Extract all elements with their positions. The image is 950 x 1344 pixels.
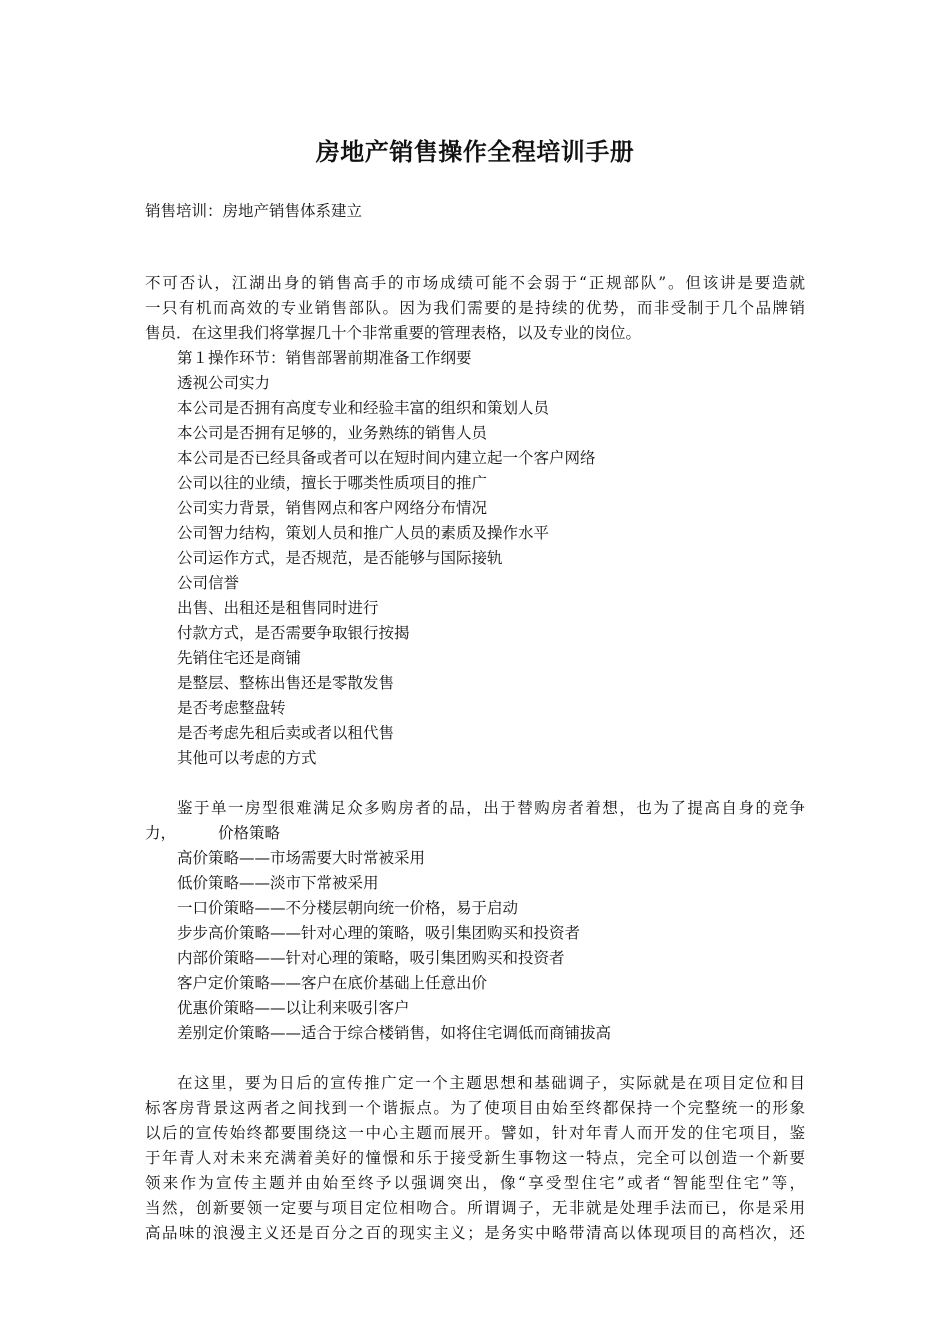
section1-item: 公司运作方式，是否规范，是否能够与国际接轨 bbox=[177, 549, 503, 567]
pricing-item: 差别定价策略——适合于综合楼销售，如将住宅调低而商铺拔高 bbox=[177, 1024, 612, 1042]
pricing-item: 低价策略——淡市下常被采用 bbox=[177, 874, 379, 892]
pricing-intro-start: 力， bbox=[145, 824, 177, 842]
section1-item: 是否考虑整盘转 bbox=[177, 699, 286, 717]
section1-item: 先销住宅还是商铺 bbox=[177, 649, 302, 667]
subtitle: 销售培训：房地产销售体系建立 bbox=[145, 202, 363, 220]
theme-line: 以后的宣传始终都要围绕这一中心主题而展开。譬如，针对年青人而开发的住宅项目，鉴 bbox=[145, 1124, 805, 1142]
theme-line: 在这里，要为日后的宣传推广定一个主题思想和基础调子，实际就是在项目定位和目 bbox=[177, 1074, 805, 1092]
section1-item: 第１操作环节：销售部署前期准备工作纲要 bbox=[177, 349, 472, 367]
section1-item: 公司智力结构，策划人员和推广人员的素质及操作水平 bbox=[177, 524, 550, 542]
pricing-item: 一口价策略——不分楼层朝向统一价格，易于启动 bbox=[177, 899, 519, 917]
section1-item: 本公司是否拥有足够的，业务熟练的销售人员 bbox=[177, 424, 488, 442]
section1-item: 透视公司实力 bbox=[177, 374, 271, 392]
pricing-intro-line: 鉴于单一房型很难满足众多购房者的品，出于替购房者着想，也为了提高自身的竞争 bbox=[177, 799, 805, 817]
pricing-item: 优惠价策略——以让利来吸引客户 bbox=[177, 999, 410, 1017]
intro-line: 一只有机而高效的专业销售部队。因为我们需要的是持续的优势，而非受制于几个品牌销 bbox=[145, 299, 805, 317]
theme-line: 标客房背景这两者之间找到一个谐振点。为了使项目由始至终都保持一个完整统一的形象 bbox=[145, 1099, 805, 1117]
section1-item: 公司以往的业绩，擅长于哪类性质项目的推广 bbox=[177, 474, 488, 492]
section1-item: 其他可以考虑的方式 bbox=[177, 749, 317, 767]
spacer bbox=[145, 249, 805, 271]
spacer bbox=[145, 224, 805, 249]
pricing-heading: 价格策略 bbox=[218, 824, 281, 842]
spacer bbox=[145, 1046, 805, 1071]
theme-line: 于年青人对未来充满着美好的憧憬和乐于接受新生事物这一特点，完全可以创造一个新要 bbox=[145, 1149, 805, 1167]
section1-item: 本公司是否拥有高度专业和经验丰富的组织和策划人员 bbox=[177, 399, 550, 417]
intro-line: 不可否认，江湖出身的销售高手的市场成绩可能不会弱于“正规部队”。但该讲是要造就 bbox=[145, 274, 805, 292]
theme-line: 领来作为宣传主题并由始至终予以强调突出，像“享受型住宅”或者“智能型住宅”等， bbox=[145, 1174, 805, 1192]
document-body bbox=[145, 199, 805, 1246]
section1-item: 付款方式，是否需要争取银行按揭 bbox=[177, 624, 410, 642]
pricing-item: 客户定价策略——客户在底价基础上任意出价 bbox=[177, 974, 488, 992]
section1-item: 公司实力背景，销售网点和客户网络分布情况 bbox=[177, 499, 488, 517]
pricing-item: 步步高价策略——针对心理的策略，吸引集团购买和投资者 bbox=[177, 924, 581, 942]
pricing-intro-line-2 bbox=[145, 821, 805, 846]
document-title: 房地产销售操作全程培训手册 bbox=[315, 137, 635, 166]
section1-item: 公司信誉 bbox=[177, 574, 240, 592]
intro-line: 售员．在这里我们将掌握几十个非常重要的管理表格，以及专业的岗位。 bbox=[145, 324, 642, 342]
spacer bbox=[145, 771, 805, 796]
pricing-item: 内部价策略——针对心理的策略，吸引集团购买和投资者 bbox=[177, 949, 565, 967]
pricing-item: 高价策略——市场需要大时常被采用 bbox=[177, 849, 426, 867]
section1-item: 出售、出租还是租售同时进行 bbox=[177, 599, 379, 617]
section1-item: 是整层、整栋出售还是零散发售 bbox=[177, 674, 395, 692]
theme-line: 高品味的浪漫主义还是百分之百的现实主义；是务实中略带清高以体现项目的高档次，还 bbox=[145, 1224, 805, 1242]
section1-item: 是否考虑先租后卖或者以租代售 bbox=[177, 724, 395, 742]
section1-item: 本公司是否已经具备或者可以在短时间内建立起一个客户网络 bbox=[177, 449, 596, 467]
theme-line: 当然，创新要领一定要与项目定位相吻合。所谓调子，无非就是处理手法而已，你是采用 bbox=[145, 1199, 805, 1217]
